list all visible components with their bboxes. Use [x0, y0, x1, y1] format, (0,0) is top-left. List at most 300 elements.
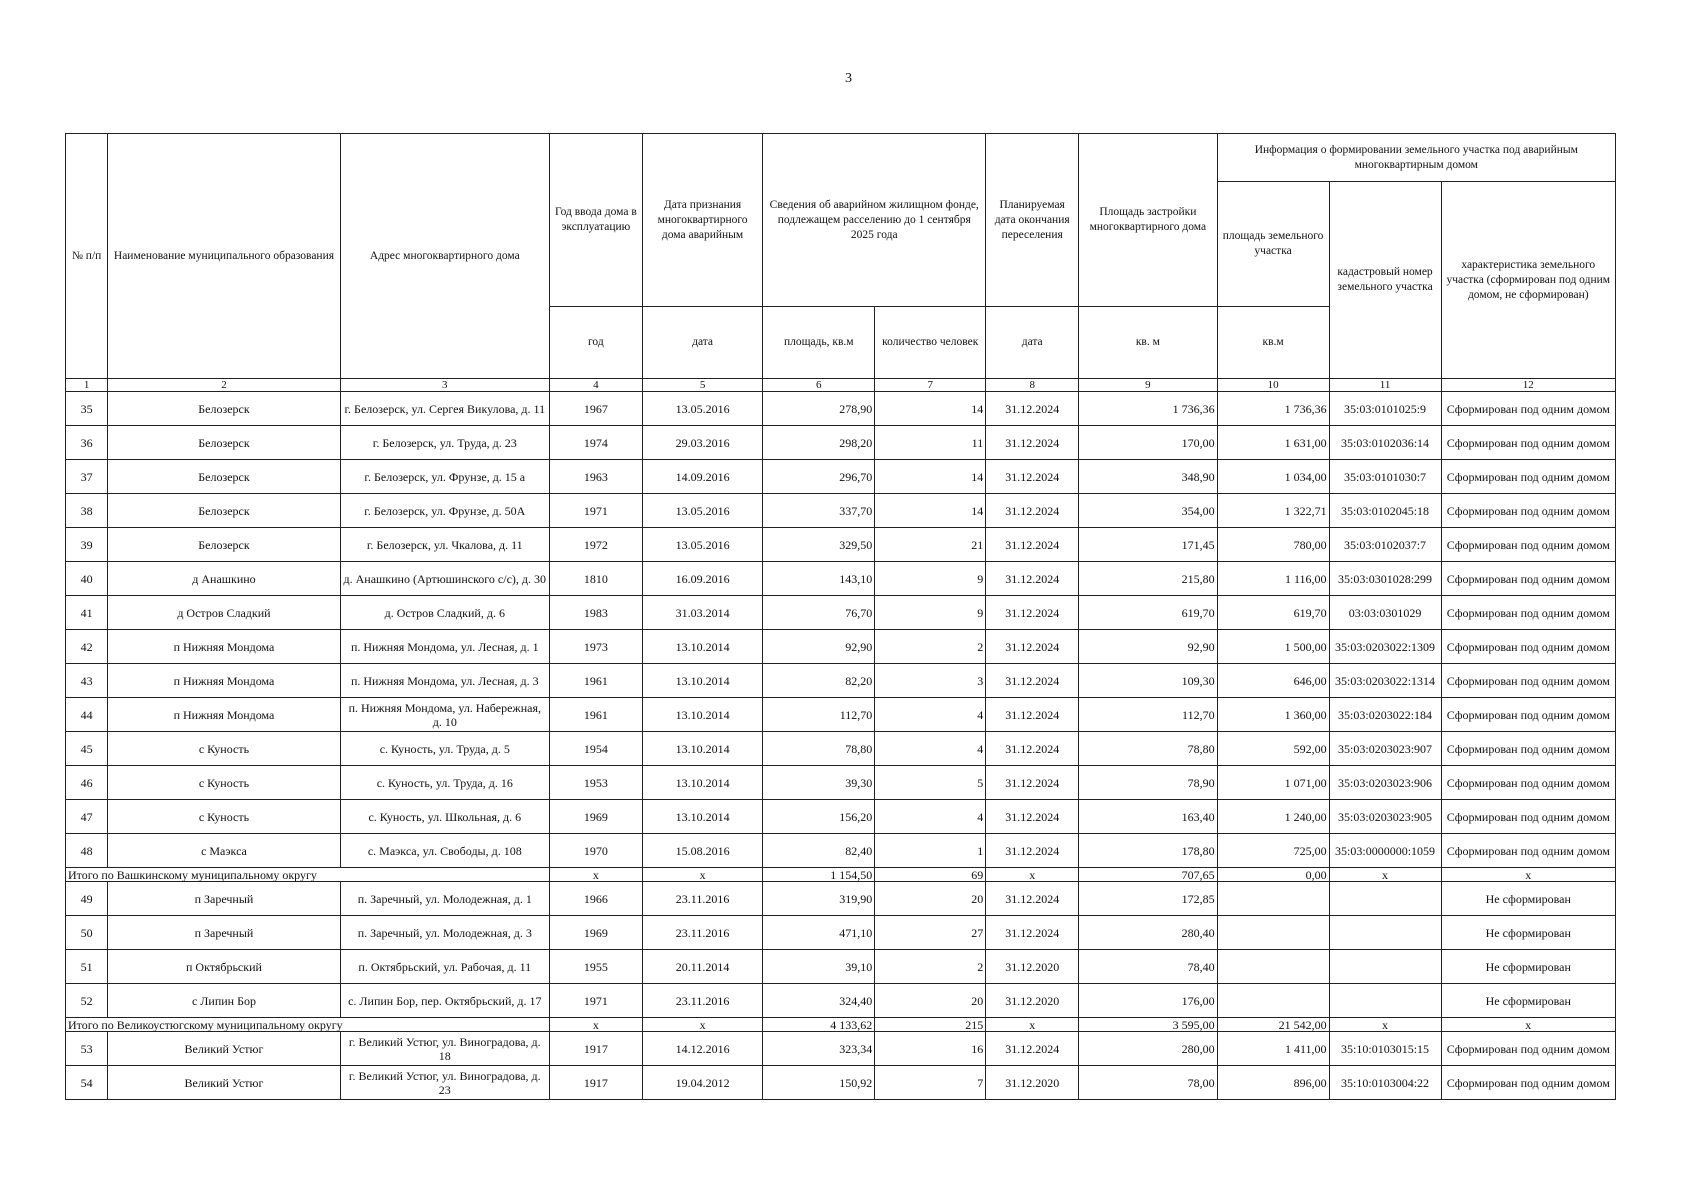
table-row	[66, 460, 1616, 494]
land-area-cell: 646,00	[1217, 664, 1329, 698]
cadastral-number-cell: 35:03:0203023:905	[1329, 800, 1441, 834]
date-recognized-cell: 19.04.2012	[642, 1066, 762, 1100]
date-recognized-cell: 16.09.2016	[642, 562, 762, 596]
column-number-cell: 4	[549, 379, 642, 392]
land-characteristic-cell: Сформирован под одним домом	[1441, 596, 1615, 630]
area-cell: 298,20	[763, 426, 875, 460]
year-built-cell: 1953	[549, 766, 642, 800]
total-land-area-cell: 21 542,00	[1217, 1018, 1329, 1032]
table-row	[66, 882, 1616, 916]
planned-date-cell: 31.12.2020	[986, 984, 1079, 1018]
year-built-cell: 1961	[549, 698, 642, 732]
table-row	[66, 528, 1616, 562]
row-number-cell: 51	[66, 950, 108, 984]
cadastral-number-cell: 35:03:0203022:1314	[1329, 664, 1441, 698]
land-characteristic-cell: Сформирован под одним домом	[1441, 834, 1615, 868]
table-row	[66, 984, 1616, 1018]
cadastral-number-cell: 35:03:0301028:299	[1329, 562, 1441, 596]
year-built-cell: 1983	[549, 596, 642, 630]
table-row	[66, 834, 1616, 868]
area-cell: 156,20	[763, 800, 875, 834]
date-recognized-cell: 13.05.2016	[642, 392, 762, 426]
address-cell: с. Маэкса, ул. Свободы, д. 108	[340, 834, 549, 868]
municipality-cell: п Нижняя Мондома	[108, 664, 340, 698]
land-characteristic-cell: Сформирован под одним домом	[1441, 562, 1615, 596]
date-recognized-cell: 15.08.2016	[642, 834, 762, 868]
municipality-cell: с Куность	[108, 800, 340, 834]
land-area-cell: 1 240,00	[1217, 800, 1329, 834]
built-area-cell: 215,80	[1079, 562, 1217, 596]
land-characteristic-cell: Сформирован под одним домом	[1441, 528, 1615, 562]
planned-date-cell: 31.12.2024	[986, 882, 1079, 916]
people-count-cell: 14	[875, 460, 986, 494]
table-row	[66, 596, 1616, 630]
municipality-cell: д Остров Сладкий	[108, 596, 340, 630]
address-cell: с. Куность, ул. Труда, д. 5	[340, 732, 549, 766]
planned-date-cell: 31.12.2024	[986, 392, 1079, 426]
cadastral-number-cell: 35:03:0101025:9	[1329, 392, 1441, 426]
built-area-cell: 348,90	[1079, 460, 1217, 494]
land-characteristic-cell: Сформирован под одним домом	[1441, 664, 1615, 698]
people-count-cell: 3	[875, 664, 986, 698]
date-recognized-cell: 23.11.2016	[642, 882, 762, 916]
table-row	[66, 698, 1616, 732]
built-area-cell: 78,80	[1079, 732, 1217, 766]
header-characteristic: характеристика земельного участка (сформирован под одним домом, не сформирован)	[1441, 182, 1615, 379]
area-cell: 337,70	[763, 494, 875, 528]
built-area-cell: 1 736,36	[1079, 392, 1217, 426]
people-count-cell: 16	[875, 1032, 986, 1066]
land-characteristic-cell: Сформирован под одним домом	[1441, 698, 1615, 732]
people-count-cell: 5	[875, 766, 986, 800]
header-planned-date: Планируемая дата окончания переселения	[986, 134, 1079, 307]
table-row	[66, 916, 1616, 950]
total-cadastral-number-cell: x	[1329, 1018, 1441, 1032]
municipality-cell: п Нижняя Мондома	[108, 698, 340, 732]
area-cell: 324,40	[763, 984, 875, 1018]
land-characteristic-cell: Сформирован под одним домом	[1441, 460, 1615, 494]
total-land-area-cell: 0,00	[1217, 868, 1329, 882]
header-housing-info: Сведения об аварийном жилищном фонде, подлежащем расселению до 1 сентября 2025 года	[763, 134, 986, 307]
planned-date-cell: 31.12.2024	[986, 562, 1079, 596]
row-number-cell: 42	[66, 630, 108, 664]
address-cell: г. Белозерск, ул. Чкалова, д. 11	[340, 528, 549, 562]
area-cell: 143,10	[763, 562, 875, 596]
land-characteristic-cell: Сформирован под одним домом	[1441, 766, 1615, 800]
column-number-cell: 12	[1441, 379, 1615, 392]
row-number-cell: 40	[66, 562, 108, 596]
year-built-cell: 1917	[549, 1032, 642, 1066]
cadastral-number-cell	[1329, 950, 1441, 984]
row-number-cell: 50	[66, 916, 108, 950]
cadastral-number-cell: 03:03:0301029	[1329, 596, 1441, 630]
row-number-cell: 48	[66, 834, 108, 868]
planned-date-cell: 31.12.2024	[986, 834, 1079, 868]
planned-date-cell: 31.12.2020	[986, 950, 1079, 984]
municipality-cell: Белозерск	[108, 426, 340, 460]
planned-date-cell: 31.12.2024	[986, 766, 1079, 800]
row-number-cell: 52	[66, 984, 108, 1018]
cadastral-number-cell	[1329, 984, 1441, 1018]
year-built-cell: 1963	[549, 460, 642, 494]
municipality-cell: с Куность	[108, 732, 340, 766]
row-number-cell: 49	[66, 882, 108, 916]
year-built-cell: 1810	[549, 562, 642, 596]
year-built-cell: 1972	[549, 528, 642, 562]
date-recognized-cell: 13.10.2014	[642, 766, 762, 800]
people-count-cell: 14	[875, 392, 986, 426]
total-area-cell: 1 154,50	[763, 868, 875, 882]
cadastral-number-cell: 35:03:0102045:18	[1329, 494, 1441, 528]
address-cell: г. Белозерск, ул. Фрунзе, д. 50А	[340, 494, 549, 528]
municipality-cell: Белозерск	[108, 392, 340, 426]
people-count-cell: 11	[875, 426, 986, 460]
table-header	[66, 134, 1616, 392]
built-area-cell: 619,70	[1079, 596, 1217, 630]
land-characteristic-cell: Сформирован под одним домом	[1441, 630, 1615, 664]
cadastral-number-cell: 35:03:0203022:184	[1329, 698, 1441, 732]
land-characteristic-cell: Не сформирован	[1441, 882, 1615, 916]
land-characteristic-cell: Сформирован под одним домом	[1441, 1066, 1615, 1100]
land-area-cell: 1 360,00	[1217, 698, 1329, 732]
people-count-cell: 9	[875, 596, 986, 630]
municipality-cell: с Липин Бор	[108, 984, 340, 1018]
date-recognized-cell: 14.12.2016	[642, 1032, 762, 1066]
land-area-cell: 725,00	[1217, 834, 1329, 868]
land-area-cell: 896,00	[1217, 1066, 1329, 1100]
emergency-housing-table	[65, 133, 1616, 1100]
row-number-cell: 54	[66, 1066, 108, 1100]
total-area-cell: 4 133,62	[763, 1018, 875, 1032]
land-characteristic-cell: Не сформирован	[1441, 916, 1615, 950]
people-count-cell: 1	[875, 834, 986, 868]
built-area-cell: 78,90	[1079, 766, 1217, 800]
total-year-built-cell: x	[549, 1018, 642, 1032]
municipality-cell: с Маэкса	[108, 834, 340, 868]
land-area-cell: 1 736,36	[1217, 392, 1329, 426]
built-area-cell: 78,40	[1079, 950, 1217, 984]
column-number-cell: 1	[66, 379, 108, 392]
table-row	[66, 950, 1616, 984]
land-area-cell: 780,00	[1217, 528, 1329, 562]
total-label: Итого по Великоустюгскому муниципальному округу	[66, 1018, 550, 1032]
land-characteristic-cell: Не сформирован	[1441, 984, 1615, 1018]
municipality-cell: с Куность	[108, 766, 340, 800]
total-land-characteristic-cell: x	[1441, 1018, 1615, 1032]
cadastral-number-cell: 35:10:0103004:22	[1329, 1066, 1441, 1100]
address-cell: п. Заречный, ул. Молодежная, д. 1	[340, 882, 549, 916]
total-planned-date-cell: x	[986, 868, 1079, 882]
land-area-cell	[1217, 984, 1329, 1018]
row-number-cell: 38	[66, 494, 108, 528]
header-land-info: Информация о формировании земельного участка под аварийным многоквартирным домом	[1217, 134, 1615, 182]
total-cadastral-number-cell: x	[1329, 868, 1441, 882]
area-cell: 319,90	[763, 882, 875, 916]
total-planned-date-cell: x	[986, 1018, 1079, 1032]
land-characteristic-cell: Сформирован под одним домом	[1441, 494, 1615, 528]
total-date-recognized-cell: x	[642, 1018, 762, 1032]
address-cell: г. Великий Устюг, ул. Виноградова, д. 23	[340, 1066, 549, 1100]
subheader-planned-date: дата	[986, 307, 1079, 379]
row-number-cell: 46	[66, 766, 108, 800]
column-number-cell: 10	[1217, 379, 1329, 392]
land-area-cell: 1 322,71	[1217, 494, 1329, 528]
municipality-cell: п Нижняя Мондома	[108, 630, 340, 664]
municipality-cell: Белозерск	[108, 494, 340, 528]
header-land-area: площадь земельного участка	[1217, 182, 1329, 307]
year-built-cell: 1967	[549, 392, 642, 426]
date-recognized-cell: 14.09.2016	[642, 460, 762, 494]
people-count-cell: 4	[875, 698, 986, 732]
planned-date-cell: 31.12.2024	[986, 732, 1079, 766]
planned-date-cell: 31.12.2024	[986, 698, 1079, 732]
municipality-cell: Белозерск	[108, 528, 340, 562]
land-characteristic-cell: Не сформирован	[1441, 950, 1615, 984]
row-number-cell: 39	[66, 528, 108, 562]
land-characteristic-cell: Сформирован под одним домом	[1441, 426, 1615, 460]
people-count-cell: 9	[875, 562, 986, 596]
subheader-people: количество человек	[875, 307, 986, 379]
year-built-cell: 1970	[549, 834, 642, 868]
table-row	[66, 630, 1616, 664]
cadastral-number-cell: 35:10:0103015:15	[1329, 1032, 1441, 1066]
built-area-cell: 112,70	[1079, 698, 1217, 732]
municipality-cell: Великий Устюг	[108, 1032, 340, 1066]
land-characteristic-cell: Сформирован под одним домом	[1441, 392, 1615, 426]
built-area-cell: 109,30	[1079, 664, 1217, 698]
people-count-cell: 7	[875, 1066, 986, 1100]
built-area-cell: 176,00	[1079, 984, 1217, 1018]
land-area-cell: 1 116,00	[1217, 562, 1329, 596]
year-built-cell: 1969	[549, 800, 642, 834]
built-area-cell: 280,00	[1079, 1032, 1217, 1066]
row-number-cell: 43	[66, 664, 108, 698]
column-number-row	[66, 379, 1616, 392]
column-number-cell: 3	[340, 379, 549, 392]
year-built-cell: 1954	[549, 732, 642, 766]
planned-date-cell: 31.12.2024	[986, 664, 1079, 698]
cadastral-number-cell: 35:03:0203023:906	[1329, 766, 1441, 800]
land-area-cell: 619,70	[1217, 596, 1329, 630]
land-area-cell: 592,00	[1217, 732, 1329, 766]
row-number-cell: 53	[66, 1032, 108, 1066]
year-built-cell: 1955	[549, 950, 642, 984]
column-number-cell: 2	[108, 379, 340, 392]
date-recognized-cell: 13.10.2014	[642, 664, 762, 698]
date-recognized-cell: 13.10.2014	[642, 732, 762, 766]
year-built-cell: 1966	[549, 882, 642, 916]
address-cell: г. Белозерск, ул. Труда, д. 23	[340, 426, 549, 460]
planned-date-cell: 31.12.2024	[986, 916, 1079, 950]
table-row	[66, 664, 1616, 698]
people-count-cell: 20	[875, 984, 986, 1018]
address-cell: г. Белозерск, ул. Фрунзе, д. 15 а	[340, 460, 549, 494]
column-number-cell: 5	[642, 379, 762, 392]
municipality-cell: п Октябрьский	[108, 950, 340, 984]
table-body	[66, 392, 1616, 1100]
total-built-area-cell: 3 595,00	[1079, 1018, 1217, 1032]
year-built-cell: 1961	[549, 664, 642, 698]
header-built-area: Площадь застройки многоквартирного дома	[1079, 134, 1217, 307]
subheader-area: площадь, кв.м	[763, 307, 875, 379]
people-count-cell: 20	[875, 882, 986, 916]
planned-date-cell: 31.12.2024	[986, 630, 1079, 664]
address-cell: д. Остров Сладкий, д. 6	[340, 596, 549, 630]
planned-date-cell: 31.12.2024	[986, 460, 1079, 494]
year-built-cell: 1917	[549, 1066, 642, 1100]
date-recognized-cell: 29.03.2016	[642, 426, 762, 460]
table-row	[66, 766, 1616, 800]
people-count-cell: 27	[875, 916, 986, 950]
people-count-cell: 4	[875, 732, 986, 766]
land-area-cell: 1 500,00	[1217, 630, 1329, 664]
date-recognized-cell: 13.10.2014	[642, 698, 762, 732]
area-cell: 92,90	[763, 630, 875, 664]
cadastral-number-cell	[1329, 882, 1441, 916]
year-built-cell: 1974	[549, 426, 642, 460]
built-area-cell: 92,90	[1079, 630, 1217, 664]
built-area-cell: 172,85	[1079, 882, 1217, 916]
column-number-cell: 11	[1329, 379, 1441, 392]
cadastral-number-cell: 35:03:0203023:907	[1329, 732, 1441, 766]
area-cell: 471,10	[763, 916, 875, 950]
address-cell: п. Нижняя Мондома, ул. Набережная, д. 10	[340, 698, 549, 732]
address-cell: д. Анашкино (Артюшинского с/с), д. 30	[340, 562, 549, 596]
address-cell: п. Заречный, ул. Молодежная, д. 3	[340, 916, 549, 950]
subheader-built-unit: кв. м	[1079, 307, 1217, 379]
people-count-cell: 21	[875, 528, 986, 562]
built-area-cell: 163,40	[1079, 800, 1217, 834]
year-built-cell: 1971	[549, 494, 642, 528]
planned-date-cell: 31.12.2020	[986, 1066, 1079, 1100]
built-area-cell: 170,00	[1079, 426, 1217, 460]
total-date-recognized-cell: x	[642, 868, 762, 882]
address-cell: с. Липин Бор, пер. Октябрьский, д. 17	[340, 984, 549, 1018]
land-area-cell	[1217, 882, 1329, 916]
land-characteristic-cell: Сформирован под одним домом	[1441, 1032, 1615, 1066]
area-cell: 323,34	[763, 1032, 875, 1066]
subheader-year: год	[549, 307, 642, 379]
date-recognized-cell: 23.11.2016	[642, 984, 762, 1018]
header-date-recognized: Дата признания многоквартирного дома аварийным	[642, 134, 762, 307]
date-recognized-cell: 13.05.2016	[642, 494, 762, 528]
municipality-cell: п Заречный	[108, 882, 340, 916]
row-number-cell: 44	[66, 698, 108, 732]
area-cell: 78,80	[763, 732, 875, 766]
people-count-cell: 4	[875, 800, 986, 834]
cadastral-number-cell: 35:03:0102036:14	[1329, 426, 1441, 460]
planned-date-cell: 31.12.2024	[986, 494, 1079, 528]
cadastral-number-cell: 35:03:0000000:1059	[1329, 834, 1441, 868]
area-cell: 278,90	[763, 392, 875, 426]
page-number: 3	[845, 71, 852, 86]
total-land-characteristic-cell: x	[1441, 868, 1615, 882]
planned-date-cell: 31.12.2024	[986, 1032, 1079, 1066]
land-area-cell: 1 631,00	[1217, 426, 1329, 460]
area-cell: 296,70	[763, 460, 875, 494]
total-label: Итого по Вашкинскому муниципальному округу	[66, 868, 550, 882]
row-number-cell: 36	[66, 426, 108, 460]
total-people-count-cell: 215	[875, 1018, 986, 1032]
address-cell: г. Великий Устюг, ул. Виноградова, д. 18	[340, 1032, 549, 1066]
row-number-cell: 35	[66, 392, 108, 426]
table-row	[66, 392, 1616, 426]
built-area-cell: 354,00	[1079, 494, 1217, 528]
built-area-cell: 280,40	[1079, 916, 1217, 950]
table-row	[66, 1066, 1616, 1100]
planned-date-cell: 31.12.2024	[986, 800, 1079, 834]
land-area-cell: 1 071,00	[1217, 766, 1329, 800]
people-count-cell: 2	[875, 630, 986, 664]
built-area-cell: 171,45	[1079, 528, 1217, 562]
municipality-cell: Великий Устюг	[108, 1066, 340, 1100]
column-number-cell: 8	[986, 379, 1079, 392]
total-row	[66, 868, 1616, 882]
table-row	[66, 426, 1616, 460]
land-characteristic-cell: Сформирован под одним домом	[1441, 732, 1615, 766]
table-row	[66, 562, 1616, 596]
address-cell: п. Октябрьский, ул. Рабочая, д. 11	[340, 950, 549, 984]
land-area-cell	[1217, 950, 1329, 984]
row-number-cell: 41	[66, 596, 108, 630]
year-built-cell: 1969	[549, 916, 642, 950]
date-recognized-cell: 31.03.2014	[642, 596, 762, 630]
row-number-cell: 47	[66, 800, 108, 834]
cadastral-number-cell: 35:03:0102037:7	[1329, 528, 1441, 562]
land-characteristic-cell: Сформирован под одним домом	[1441, 800, 1615, 834]
people-count-cell: 2	[875, 950, 986, 984]
total-built-area-cell: 707,65	[1079, 868, 1217, 882]
header-municipality: Наименование муниципального образования	[108, 134, 340, 379]
address-cell: п. Нижняя Мондома, ул. Лесная, д. 1	[340, 630, 549, 664]
table-row	[66, 494, 1616, 528]
area-cell: 112,70	[763, 698, 875, 732]
header-num: № п/п	[66, 134, 108, 379]
subheader-date: дата	[642, 307, 762, 379]
planned-date-cell: 31.12.2024	[986, 528, 1079, 562]
header-cadastral: кадастровый номер земельного участка	[1329, 182, 1441, 379]
area-cell: 82,40	[763, 834, 875, 868]
row-number-cell: 45	[66, 732, 108, 766]
column-number-cell: 6	[763, 379, 875, 392]
header-year: Год ввода дома в эксплуатацию	[549, 134, 642, 307]
date-recognized-cell: 13.10.2014	[642, 800, 762, 834]
area-cell: 39,10	[763, 950, 875, 984]
header-address: Адрес многоквартирного дома	[340, 134, 549, 379]
table-row	[66, 1032, 1616, 1066]
built-area-cell: 178,80	[1079, 834, 1217, 868]
people-count-cell: 14	[875, 494, 986, 528]
address-cell: г. Белозерск, ул. Сергея Викулова, д. 11	[340, 392, 549, 426]
year-built-cell: 1971	[549, 984, 642, 1018]
address-cell: с. Куность, ул. Школьная, д. 6	[340, 800, 549, 834]
cadastral-number-cell: 35:03:0203022:1309	[1329, 630, 1441, 664]
address-cell: п. Нижняя Мондома, ул. Лесная, д. 3	[340, 664, 549, 698]
land-area-cell	[1217, 916, 1329, 950]
column-number-cell: 7	[875, 379, 986, 392]
column-number-cell: 9	[1079, 379, 1217, 392]
total-row	[66, 1018, 1616, 1032]
municipality-cell: д Анашкино	[108, 562, 340, 596]
built-area-cell: 78,00	[1079, 1066, 1217, 1100]
cadastral-number-cell: 35:03:0101030:7	[1329, 460, 1441, 494]
area-cell: 39,30	[763, 766, 875, 800]
total-year-built-cell: x	[549, 868, 642, 882]
planned-date-cell: 31.12.2024	[986, 596, 1079, 630]
subheader-land-unit: кв.м	[1217, 307, 1329, 379]
cadastral-number-cell	[1329, 916, 1441, 950]
land-area-cell: 1 411,00	[1217, 1032, 1329, 1066]
